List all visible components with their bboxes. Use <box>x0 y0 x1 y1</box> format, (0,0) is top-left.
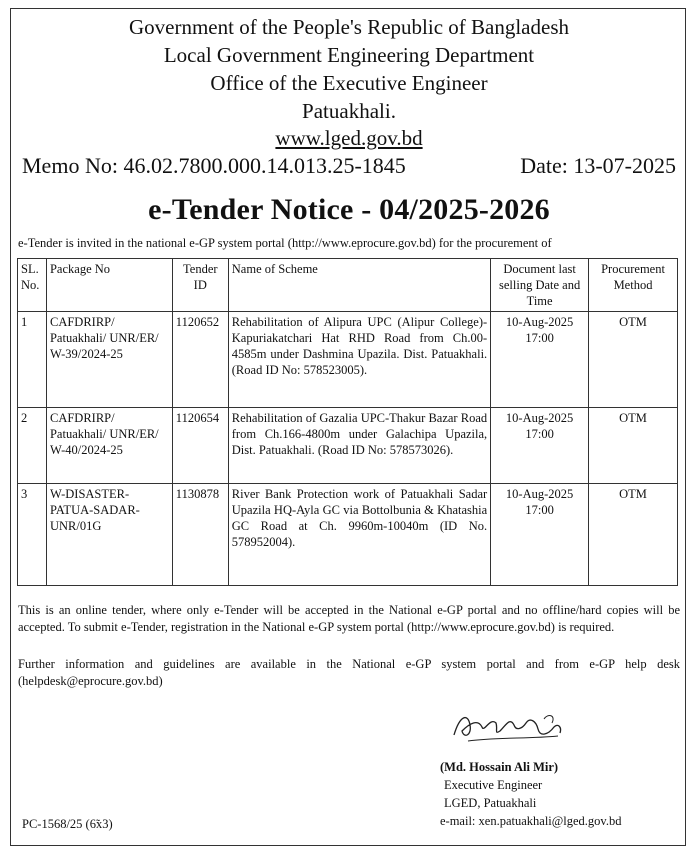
col-header-tender-id: Tender ID <box>172 259 228 312</box>
row-doc-time-value: 17:00 <box>525 503 554 517</box>
row-sl: 2 <box>18 408 47 484</box>
signatory-office: LGED, Patuakhali <box>444 796 537 810</box>
row-scheme: Rehabilitation of Gazalia UPC-Thakur Bazar Road from Ch.166-4800m under Galachipa Upazila, Dist. Patuakhali. (Road ID No: 578573026). <box>228 408 490 484</box>
row-scheme: Rehabilitation of Alipura UPC (Alipur College)- Kapuriakatchari Hat RHD Road from Ch.00-4585m under Dashmina Upazila. Dist. Patuakhali. (Road ID No: 578523005). <box>228 312 490 408</box>
table-row <box>18 408 678 484</box>
notice-date: Date: 13-07-2025 <box>520 153 676 178</box>
col-header-package: Package No <box>46 259 172 312</box>
row-doc-time-value: 17:00 <box>525 331 554 345</box>
publication-code: PC-1568/25 (6̃x3) <box>22 817 113 831</box>
row-doc-date-value: 10-Aug-2025 <box>505 411 574 425</box>
signature-block <box>440 758 621 830</box>
row-doc-date <box>491 484 589 586</box>
row-doc-date <box>491 312 589 408</box>
table-row <box>18 312 678 408</box>
intro-text: e-Tender is invited in the national e-GP system portal (http://www.eprocure.gov.bd) for the procurement of <box>18 236 552 250</box>
row-sl: 1 <box>18 312 47 408</box>
row-package: W-DISASTER-PATUA-SADAR-UNR/01G <box>46 484 172 586</box>
col-header-sl: SL. No. <box>18 259 47 312</box>
memo-number: Memo No: 46.02.7800.000.14.013.25-1845 <box>22 153 406 178</box>
row-package: CAFDRIRP/ Patuakhali/ UNR/ER/ W-40/2024-25 <box>46 408 172 484</box>
row-doc-date <box>491 408 589 484</box>
header-department: Local Government Engineering Department <box>163 43 535 67</box>
row-doc-date-value: 10-Aug-2025 <box>505 487 574 501</box>
signatory-name: (Md. Hossain Ali Mir) <box>440 760 559 774</box>
header-website-link[interactable]: www.lged.gov.bd <box>275 126 423 150</box>
row-tender-id: 1120652 <box>172 312 228 408</box>
row-tender-id: 1130878 <box>172 484 228 586</box>
handwritten-signature <box>448 705 568 750</box>
header-government: Government of the People's Republic of Bangladesh <box>128 15 569 39</box>
col-header-doc-date: Document last selling Date and Time <box>491 259 589 312</box>
online-tender-paragraph: This is an online tender, where only e-Tender will be accepted in the National e-GP portal and no offline/hard copies will be accepted. To submit e-Tender, registration in the National e-GP system portal (http://www.eprocure.gov.bd) is required. <box>18 603 680 634</box>
row-package: CAFDRIRP/ Patuakhali/ UNR/ER/ W-39/2024-25 <box>46 312 172 408</box>
col-header-scheme: Name of Scheme <box>228 259 490 312</box>
further-info-paragraph: Further information and guidelines are available in the National e-GP system portal and from e-GP help desk (helpdesk@eprocure.gov.bd) <box>18 657 680 688</box>
table-header-row <box>18 259 678 312</box>
header-office: Office of the Executive Engineer <box>210 71 488 95</box>
header-location: Patuakhali. <box>302 99 396 123</box>
row-scheme: River Bank Protection work of Patuakhali Sadar Upazila HQ-Ayla GC via Bottolbunia & Khatashia GC Road at Ch. 9960m-10040m (ID No. 578952004). <box>228 484 490 586</box>
tender-table <box>17 258 678 586</box>
row-tender-id: 1120654 <box>172 408 228 484</box>
row-doc-time-value: 17:00 <box>525 427 554 441</box>
row-method: OTM <box>589 484 678 586</box>
table-row <box>18 484 678 586</box>
signatory-email[interactable]: e-mail: xen.patuakhali@lged.gov.bd <box>440 814 622 828</box>
signatory-designation: Executive Engineer <box>444 778 543 792</box>
col-header-method: Procurement Method <box>589 259 678 312</box>
row-method: OTM <box>589 408 678 484</box>
row-method: OTM <box>589 312 678 408</box>
row-sl: 3 <box>18 484 47 586</box>
row-doc-date-value: 10-Aug-2025 <box>505 315 574 329</box>
notice-title: e-Tender Notice - 04/2025-2026 <box>148 193 550 226</box>
